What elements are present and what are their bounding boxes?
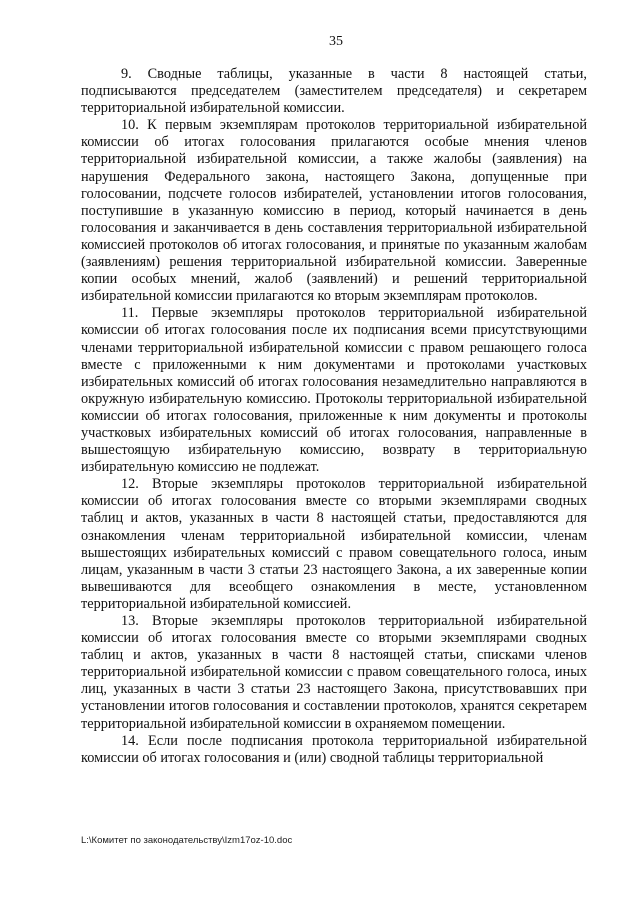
page-number: 35 xyxy=(329,34,343,49)
document-body xyxy=(81,66,587,767)
file-path-footer: L:\Комитет по законодательству\Izm17oz-10.doc xyxy=(81,835,293,846)
paragraph-11: 11. Первые экземпляры протоколов территориальной избирательной комиссии об итогах голосования после их подписания всеми присутствующими членами территориальной избирательной комиссии с правом решающего голоса вместе с приложенными к ним документами и протоколами участковых избирательных комиссий об итогах голосования незамедлительно направляются в окружную избирательную комиссию. Протоколы территориальной избирательной комиссии об итогах голосования, приложенные к ним документы и протоколы участковых избирательных комиссий об итогах голосования, направленные в вышестоящую избирательную комиссию, возврату в территориальную избирательную комиссию не подлежат. xyxy=(81,305,587,476)
paragraph-10: 10. К первым экземплярам протоколов территориальной избирательной комиссии об итогах голосования прилагаются особые мнения членов территориальной избирательной комиссии, а также жалобы (заявления) на нарушения Федерального закона, настоящего Закона, допущенные при голосовании, подсчете голосов избирателей, установлении итогов голосования, поступившие в указанную комиссию в период, который начинается в день голосования и заканчивается в день составления территориальной избирательной комиссией протоколов об итогах голосования, и принятые по указанным жалобам (заявлениям) решения территориальной избирательной комиссии. Заверенные копии особых мнений, жалоб (заявлений) и решений территориальной избирательной комиссии прилагаются ко вторым экземплярам протоколов. xyxy=(81,117,587,305)
paragraph-13: 13. Вторые экземпляры протоколов территориальной избирательной комиссии об итогах голосования вместе со вторыми экземплярами сводных таблиц и актов, указанных в части 8 настоящей статьи, списками членов территориальной избирательной комиссии с правом совещательного голоса, иных лиц, указанных в части 3 статьи 23 настоящего Закона, присутствовавших при установлении итогов голосования и составлении протоколов, хранятся секретарем территориальной избирательной комиссии в охраняемом помещении. xyxy=(81,613,587,732)
paragraph-9: 9. Сводные таблицы, указанные в части 8 настоящей статьи, подписываются председателем (заместителем председателя) и секретарем территориальной избирательной комиссии. xyxy=(81,66,587,117)
paragraph-12: 12. Вторые экземпляры протоколов территориальной избирательной комиссии об итогах голосования вместе со вторыми экземплярами сводных таблиц и актов, указанных в части 8 настоящей статьи, предоставляются для ознакомления членам территориальной избирательной комиссии, членам вышестоящих избирательных комиссий с правом совещательного голоса, иным лицам, указанным в части 3 статьи 23 настоящего Закона, а их заверенные копии вывешиваются для всеобщего ознакомления в месте, установленном территориальной избирательной комиссией. xyxy=(81,476,587,612)
paragraph-14: 14. Если после подписания протокола территориальной избирательной комиссии об итогах голосования и (или) сводной таблицы территориальной xyxy=(81,732,587,766)
